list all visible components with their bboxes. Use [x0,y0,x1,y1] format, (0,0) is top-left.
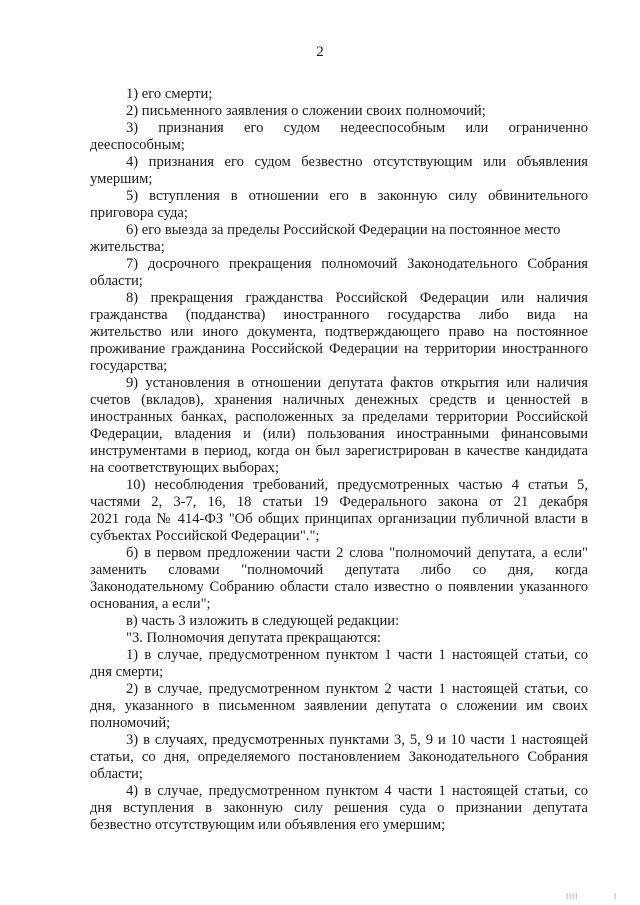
paragraph-line: дееспособным; [90,137,185,153]
paragraph-line: государства; [90,358,168,374]
paragraph-line: "3. Полномочия депутата прекращаются: [126,630,381,646]
paragraph-line: основания, а если"; [90,596,211,612]
paragraph-line: иностранных банках, расположенных за пределами территории Российской [90,409,588,425]
paragraph-line: жительство или иного документа, подтверждающего право на постоянное [90,324,588,340]
paragraph-line: проживание гражданина Российской Федерации на территории иностранного [90,341,588,357]
paragraph-line: Федерации, владения и (или) пользования иностранными финансовыми [90,426,588,442]
paragraph-line: инструментами в период, когда он был зарегистрирован в качестве кандидата [90,443,588,459]
paragraph-line: гражданства (подданства) иностранного государства либо вида на [90,307,588,323]
paragraph-line: в) часть 3 изложить в следующей редакции: [126,613,400,629]
paragraph-line: 6) его выезда за пределы Российской Федерации на постоянное место [126,222,561,238]
paragraph-line: счетов (вкладов), хранения наличных денежных средств и ценностей в [90,392,588,408]
paragraph-line: умершим; [90,171,153,187]
paragraph-line: 4) признания его судом безвестно отсутствующим или объявления [126,154,588,170]
paragraph-line: 10) несоблюдения требований, предусмотренных частью 4 статьи 5, [126,477,588,493]
paragraph-line: 3) признания его судом недееспособным или ограниченно [126,120,588,136]
document-body [90,86,588,834]
scan-mark: | [614,893,618,900]
paragraph-line: безвестно отсутствующим или объявления его умершим; [90,817,446,833]
paragraph-line: дня, указанного в письменном заявлении депутата о сложении им своих [90,698,588,714]
paragraph-line: на соответствующих выборах; [90,460,280,476]
scan-mark: |||| [566,893,579,900]
paragraph-line: 8) прекращения гражданства Российской Федерации или наличия [126,290,588,306]
paragraph-line: приговора суда; [90,205,188,221]
page-number: 2 [316,44,324,60]
paragraph-line: 4) в случае, предусмотренном пунктом 4 части 1 настоящей статьи, со [126,783,588,799]
paragraph-line: Законодательному Собранию области стало известно о появлении указанного [90,579,588,595]
paragraph-line: области; [90,273,143,289]
paragraph-line: частями 2, 3-7, 16, 18 статьи 19 Федерального закона от 21 декабря [90,494,588,510]
paragraph-line: области; [90,766,143,782]
paragraph-line: 1) в случае, предусмотренном пунктом 1 части 1 настоящей статьи, со [126,647,588,663]
paragraph-line: 1) его смерти; [126,86,213,102]
paragraph-line: 7) досрочного прекращения полномочий Законодательного Собрания [126,256,588,272]
paragraph-line: 3) в случаях, предусмотренных пунктами 3, 5, 9 и 10 части 1 настоящей [126,732,588,748]
paragraph-line: 2) в случае, предусмотренном пунктом 2 части 1 настоящей статьи, со [126,681,588,697]
paragraph-line: субъектах Российской Федерации"."; [90,528,320,544]
paragraph-line: б) в первом предложении части 2 слова "полномочий депутата, а если" [126,545,588,561]
paragraph-line: 5) вступления в отношении его в законную силу обвинительного [126,188,588,204]
paragraph-line: 2) письменного заявления о сложении своих полномочий; [126,103,486,119]
paragraph-line: жительства; [90,239,165,255]
paragraph-line: статьи, со дня, определяемого постановлением Законодательного Собрания [90,749,588,765]
paragraph-line: дня вступления в законную силу решения суда о признании депутата [90,800,588,816]
paragraph-line: 9) установления в отношении депутата фактов открытия или наличия [126,375,588,391]
paragraph-line: полномочий; [90,715,171,731]
paragraph-line: дня смерти; [90,664,164,680]
paragraph-line: 2021 года № 414-ФЗ "Об общих принципах организации публичной власти в [90,511,588,527]
paragraph-line: заменить словами "полномочий депутата либо со дня, когда [90,562,588,578]
